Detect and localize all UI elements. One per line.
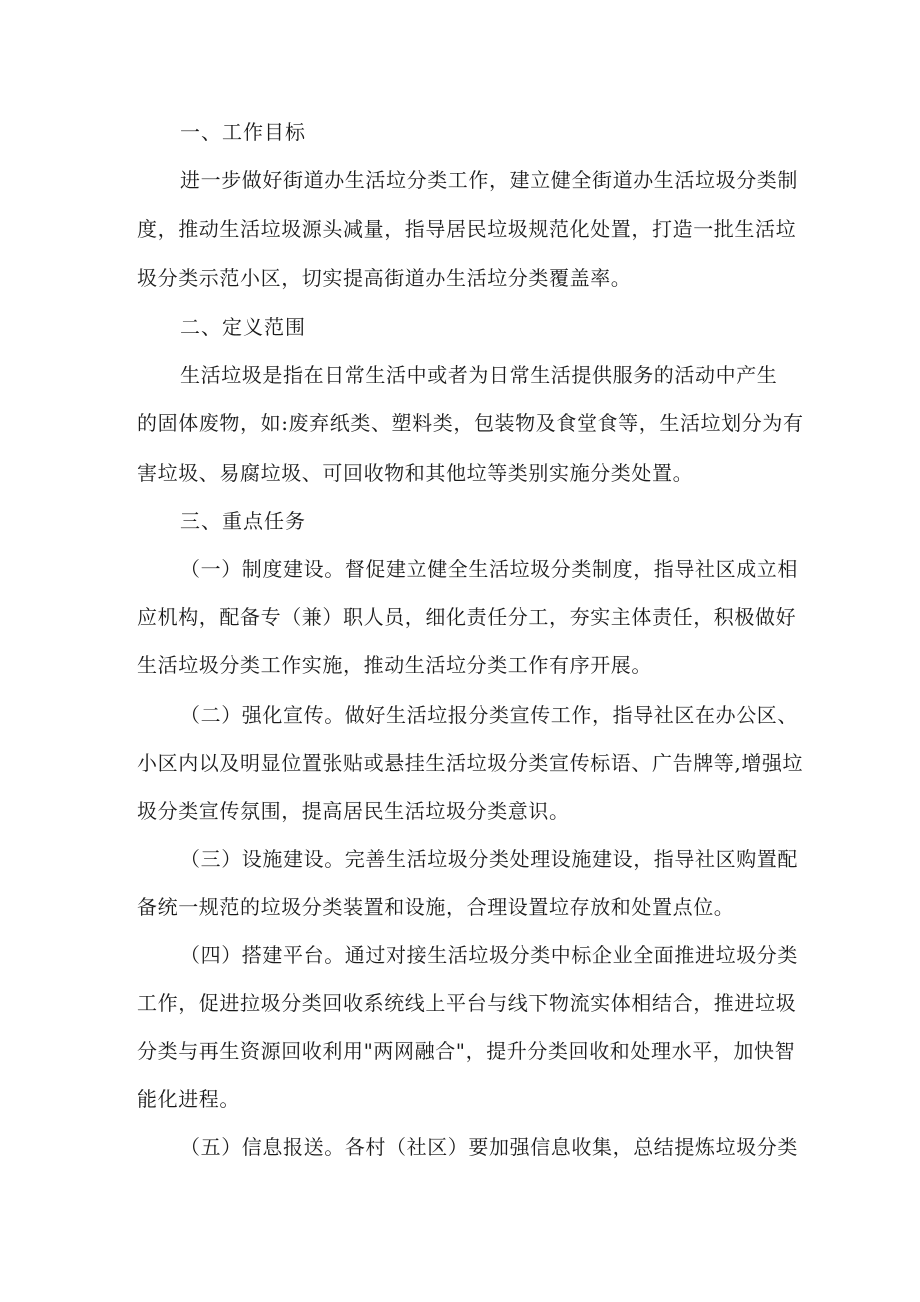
task-item-1-line: （一）制度建设。督促建立健全生活垃圾分类制度，指导社区成立相 — [180, 557, 798, 581]
paragraph-line: 圾分类示范小区，切实提高街道办生活垃分类覆盖率。 — [137, 266, 632, 290]
paragraph-line: 生活垃圾是指在日常生活中或者为日常生活提供服务的活动中产生 — [180, 363, 778, 387]
task-item-3-line: 备统一规范的垃圾分类装置和设施，合理设置垃存放和处置点位。 — [137, 895, 735, 919]
paragraph-line: 进一步做好街道办生活垃分类工作，建立健全街道办生活垃圾分类制 — [180, 168, 798, 192]
task-item-1-line: 生活垃圾分类工作实施，推动生活垃分类工作有序开展。 — [137, 653, 652, 677]
task-item-2-line: （二）强化宣传。做好生活垃报分类宣传工作，指导社区在办公区、 — [180, 703, 798, 727]
task-item-3-line: （三）设施建设。完善生活垃圾分类处理设施建设，指导社区购置配 — [180, 847, 798, 871]
section-heading-3: 三、重点任务 — [180, 509, 306, 533]
paragraph-line: 度，推动生活垃圾源头减量，指导居民垃圾规范化处置，打造一批生活垃 — [137, 217, 797, 241]
task-item-2-line: 圾分类宣传氛围，提高居民生活垃圾分类意识。 — [137, 799, 570, 823]
task-item-4-line: 分类与再生资源回收利用"两网融合"，提升分类回收和处理水平，加快智 — [137, 1039, 796, 1063]
paragraph-line: 害垃圾、易腐垃圾、可回收物和其他垃等类别实施分类处置。 — [137, 461, 694, 485]
paragraph-line: 的固体废物，如:废弃纸类、塑料类，包装物及食堂食等，生活垃划分为有 — [137, 411, 804, 435]
task-item-4-line: （四）搭建平台。通过对接生活垃圾分类中标企业全面推进垃圾分类 — [180, 943, 798, 967]
task-item-1-line: 应机构，配备专（兼）职人员，细化责任分工，夯实主体责任，积极做好 — [137, 605, 797, 629]
task-item-4-line: 工作，促进拉圾分类回收系统线上平台与线下物流实体相结合，推进垃圾 — [137, 991, 797, 1015]
task-item-5-line: （五）信息报送。各村（社区）要加强信息收集，总结提炼垃圾分类 — [180, 1135, 798, 1159]
section-heading-1: 一、工作目标 — [180, 120, 306, 144]
task-item-4-line: 能化进程。 — [137, 1087, 240, 1111]
section-heading-2: 二、定义范围 — [180, 315, 306, 339]
task-item-2-line: 小区内以及明显位置张贴或悬挂生活垃圾分类宣传标语、广告牌等,增强垃 — [137, 751, 804, 775]
